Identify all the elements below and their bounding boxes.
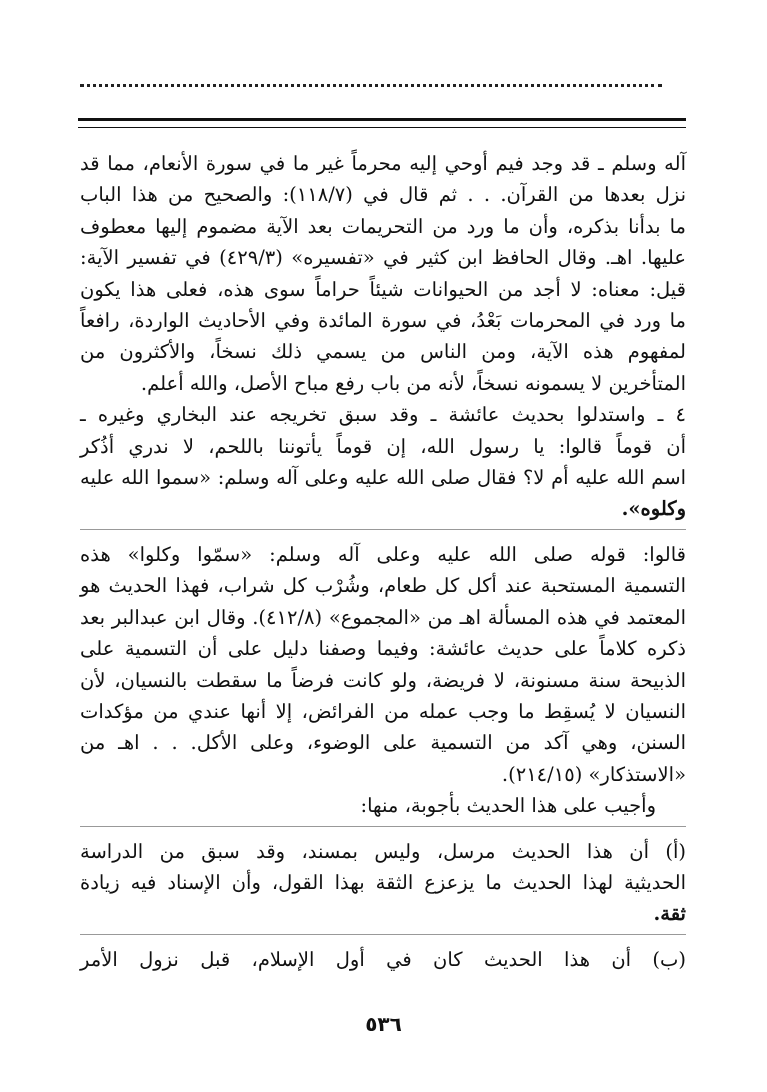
text-line: ما بدأنا بذكره، وأن ما ورد من التحريمات بعد الآية مضموم إليها معطوف <box>80 214 686 238</box>
paragraph-separator <box>80 934 686 936</box>
text-line: (أ) أن هذا الحديث مرسل، وليس بمسند، وقد سبق من الدراسة <box>80 839 686 863</box>
text-line: السنن، وهي آكد من التسمية على الوضوء، وعلى الأكل. . . اهـ من <box>80 731 686 755</box>
text-line: وكلوه». <box>621 497 686 521</box>
text-line: (ب) أن هذا الحديث كان في أول الإسلام، قبل نزول الأمر <box>80 947 686 971</box>
text-line: قيل: معناه: لا أجد من الحيوانات شيئاً حراماً سوى هذه، فعلى هذا يكون <box>80 277 686 301</box>
text-line: التسمية المستحبة عند أكل كل طعام، وشُرْب كل شراب، فهذا الحديث هو <box>80 574 686 598</box>
text-line: آله وسلم ـ قد وجد فيم أوحي إليه محرماً غير ما في سورة الأنعام، مما قد <box>80 152 686 175</box>
header-dotted-leader <box>80 84 662 87</box>
main-text <box>80 148 686 975</box>
text-line: المتأخرين لا يسمونه نسخاً، لأنه من باب رفع مباح الأصل، والله أعلم. <box>140 371 686 395</box>
paragraph-5 <box>80 836 686 930</box>
text-line: ٤ ـ واستدلوا بحديث عائشة ـ وقد سبق تخريجه عند البخاري وغيره ـ <box>80 403 686 427</box>
text-line: نزل بعدها من القرآن. . . ثم قال في (١١٨/٧): والصحيح من هذا الباب <box>80 183 687 207</box>
text-line: عليها. اهـ. وقال الحافظ ابن كثير في «تفسيره» (٤٢٩/٣) في تفسير الآية: <box>80 246 686 270</box>
text-line: الذبيحة سنة مسنونة، لا فريضة، ولو كانت فرضاً ما سقطت بالنسيان، لأن <box>80 668 686 692</box>
paragraph-4 <box>80 790 686 821</box>
text-line: ذكره كلاماً على حديث عائشة: وفيما وصفنا دليل على أن التسمية على <box>80 637 686 661</box>
text-line: قالوا: قوله صلى الله عليه وعلى آله وسلم: «سمّوا وكلوا» هذه <box>80 542 686 566</box>
text-line: الحديثية لهذا الحديث ما يزعزع الثقة بهذا القول، وأن الإسناد فيه زيادة <box>80 870 686 894</box>
text-line: ما ورد في المحرمات بَعْدُ، في سورة المائدة وفي الأحاديث الواردة، رافعاً <box>80 309 686 333</box>
header-thin-rule <box>78 127 686 128</box>
paragraph-6 <box>80 944 686 975</box>
text-line: «الاستذكار» (٢١٤/١٥). <box>501 762 686 786</box>
text-line: أن قوماً قالوا: يا رسول الله، إن قوماً يأتوننا باللحم، لا ندري أذُكر <box>80 434 686 458</box>
header-thick-rule <box>78 118 686 121</box>
text-line: وأجيب على هذا الحديث بأجوبة، منها: <box>360 794 656 818</box>
page-number: ٥٣٦ <box>365 1012 402 1036</box>
text-line: ثقة. <box>653 902 686 926</box>
paragraph-2 <box>80 399 686 525</box>
text-line: اسم الله عليه أم لا؟ فقال صلى الله عليه وعلى آله وسلم: «سموا الله عليه <box>80 466 686 490</box>
paragraph-3 <box>80 539 686 790</box>
text-line: المعتمد في هذه المسألة اهـ من «المجموع» (٤١٢/٨). وقال ابن عبدالبر بعد <box>80 605 687 629</box>
text-line: النسيان لا يُسقِط ما وجب عمله من الفرائض، إلا أنها عندي من مؤكدات <box>80 699 686 723</box>
paragraph-separator <box>80 826 686 828</box>
text-line: لمفهوم هذه الآية، ومن الناس من يسمي ذلك نسخاً، والأكثرون من <box>80 340 686 364</box>
paragraph-separator <box>80 529 686 531</box>
paragraph-1 <box>80 148 686 399</box>
